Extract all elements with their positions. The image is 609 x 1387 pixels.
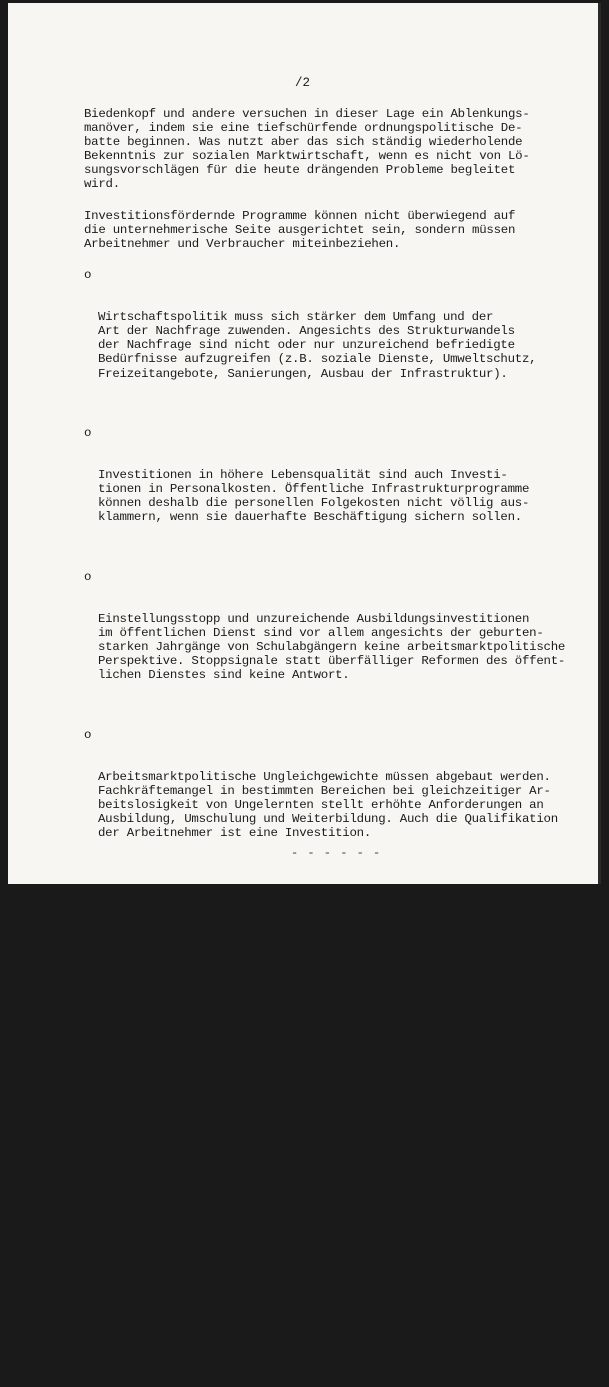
bullet-item [84,570,584,711]
paragraph-concrete-steps: Eine Politik der konkreten Schritte, die sich an den Interessen der Arbeitnehmer orientiert - darauf kommt es an. Dies würde auch die Beziehungen zu den Gewerkschaften stärken. [84,1345,566,1387]
paragraph-intro: Biedenkopf und andere versuchen in dieser Lage ein Ablenkungs- manöver, indem sie eine tiefschürfende ordnungspolitische De- batte beginnen. Was nutzt aber das sich ständig wiederholende Bekenntnis zur sozialen Marktwirtschaft, wenn es nicht von Lö- sungsvorschlägen für die heute drängenden Probleme begleitet wird. [84,107,530,192]
paragraph-repeat: Ich wiederhole: Der Bedarf an neuen Problemlösungen darf uns nicht dazu verleiten, einen abstrakten Prinzipien- und Systemstreit zu führen. Darauf warten die Konservativen nur. [84,1285,559,1329]
page-number: /2 [295,76,311,90]
bullet-marker: o [84,1015,92,1030]
bullet-item [84,886,584,999]
bullet-text: Wirtschaftspolitik muss sich stärker dem Umfang und der Art der Nachfrage zuwenden. Angesichts des Strukturwandels der Nachfrage sind nicht oder nur unzureichend befriedigte Bedürfnisse aufzugreifen (z.B. soziale Dienste, Umweltschutz, Freizeitangebote, Sanierungen, Ausbau der Infrastruktur). [98,310,537,381]
paragraph-afa-position: Konzentration auf die Beschäftigungspolitik und ihre sozialen Folge- wirkungen - das heisst nach Auffassung der Arbeitsgemeinschaft für Arbeitnehmerfragen in der SPD (AfA): Wir müssen auch sozialdemokra- tische Positionen etwa zu Fragen der gerechten Verteilung von Lei- stungen, Belastungen und Einkommen,zur Frauenerwerbstätigkeit, zum Verhältnis zwischen Bildungs- und Beschäftigungssystem, zur Bedeu- tung der öffentlichen Dienste für Arbeitnehmer deutlich machen. [84,1173,573,1272]
bullet-text: Investitionen in höhere Lebensqualität sind auch Investi- tionen in Personalkosten. Öffentliche Infrastrukturprogramme können deshalb die personellen Folgekosten nicht völlig aus- klammern, wenn sie dauerhafte Beschäftigung sichern sollen. [98,468,530,525]
continuation-mark: - - - - - - [291,846,382,860]
bullet-text: Arbeitsmarktpolitische Ungleichgewichte müssen abgebaut werden. Fachkräftemangel in bestimmten Bereichen bei gleichzeitiger Ar- beitslosigkeit von Ungelernten stellt erhöhte Anforderungen an Ausbildung, Umschulung und Weiterbildung. Auch die Qualifikation der Arbeitnehmer ist eine Investition. [98,769,558,841]
bullet-item [84,426,584,553]
bullet-item [84,1015,584,1156]
bullet-marker: o [84,885,92,900]
bullet-marker: o [84,727,92,742]
scan-edge [598,3,601,884]
bullet-item [84,268,584,409]
paragraph-investment-programs: Investitionsfördernde Programme können nicht überwiegend auf die unternehmerische Seite ausgerichtet sein, sondern müssen Arbeitnehmer und Verbraucher miteinbeziehen. [84,208,516,251]
bullet-text: Langfristig gehört auch die Verkürzung der Arbeitszeit im Jahres- wie im Lebens- und Arbeitsrhytmus in ein Beschäftigungspolitisches Konzept. [98,927,573,970]
document-page [8,3,601,1387]
bullet-text: Einstellungsstopp und unzureichende Ausbildungsinvestitionen im öffentlichen Dienst sind vor allem angesichts der geburten- starken Jahrgänge von Schulabgängern keine arbeitsmarktpolitische Perspektive. Stoppsignale statt überfälliger Reformen des öffent- lichen Dienstes sind keine Antwort. [98,611,566,683]
bullet-text: Angesichts der Beziehungen zwischen Arbeitswelt und sozialer Sicherung ist eine zügige Konsolidierung der Finanzen in der Renten- und Krankenversicherung notwendig. Das Vertrauen von Arbeitenden und Rentnern in soziale Zukunft muss gefestigt wer- den. [98,1057,551,1128]
bullet-marker: o [84,425,92,440]
bullet-marker: o [84,569,92,584]
bullet-marker: o [84,267,92,282]
document-body [84,107,584,1387]
